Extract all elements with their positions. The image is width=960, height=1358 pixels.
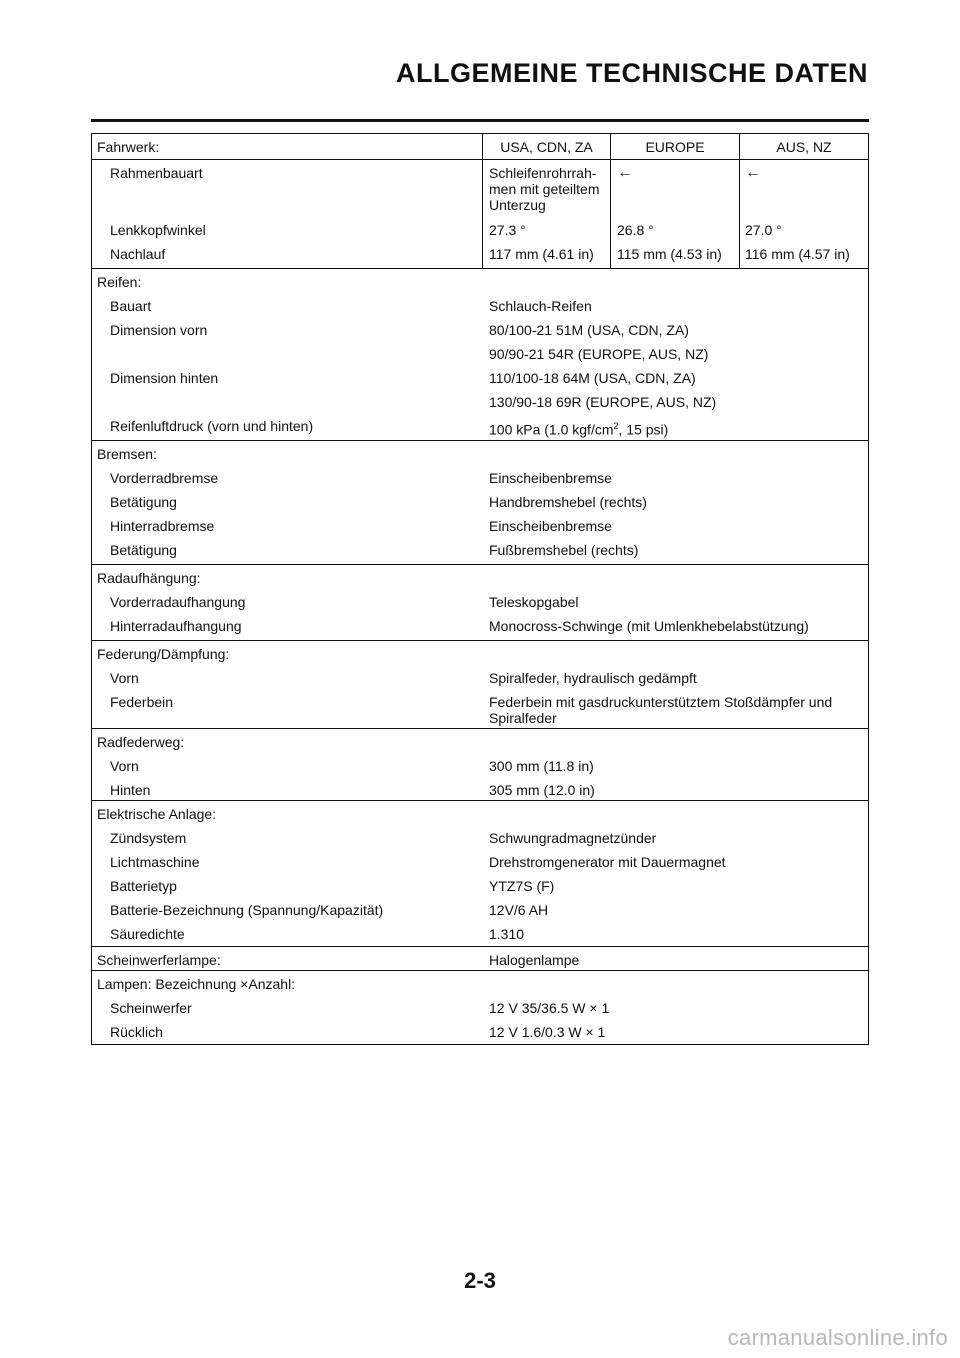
table-row — [92, 801, 868, 825]
spec-label: Betätigung — [110, 494, 177, 510]
spec-label: Rahmenbauart — [110, 165, 203, 181]
spec-label: Betätigung — [110, 542, 177, 558]
table-row — [92, 565, 868, 589]
spec-value: 116 mm (4.57 in) — [745, 246, 850, 262]
table-row — [92, 995, 868, 1019]
spec-value: 1.310 — [489, 926, 525, 942]
table-row — [92, 317, 868, 341]
table-row — [92, 729, 868, 753]
section-radfederweg — [92, 729, 868, 800]
spec-value: Schleifenrohrrah-men mit geteiltem Unterzug — [489, 165, 600, 213]
spec-value: Schwungradmagnetzünder — [489, 830, 657, 846]
table-row — [92, 365, 868, 389]
table-row — [92, 341, 868, 365]
spec-label: Vorderradbremse — [110, 470, 219, 486]
section-header: Federung/Dämpfung: — [97, 646, 230, 662]
spec-label: Reifenluftdruck (vorn und hinten) — [110, 418, 314, 434]
spec-label: Lenkkopfwinkel — [110, 222, 206, 238]
section-bremsen — [92, 441, 868, 564]
table-row — [92, 849, 868, 873]
section-header: Fahrwerk: — [97, 139, 160, 155]
spec-value: 12 V 35/36.5 W × 1 — [489, 1000, 610, 1016]
spec-value: 110/100-18 64M (USA, CDN, ZA) — [489, 370, 696, 386]
spec-label: Zündsystem — [110, 830, 187, 846]
spec-value: 305 mm (12.0 in) — [489, 782, 595, 798]
table-row — [92, 389, 868, 413]
same-as-arrow-icon: ← — [617, 164, 633, 181]
spec-value: 115 mm (4.53 in) — [617, 246, 722, 262]
column-header-aus: AUS, NZ — [776, 139, 832, 155]
spec-table — [91, 133, 869, 1045]
spec-value: Drehstromgenerator mit Dauermagnet — [489, 854, 726, 870]
table-row — [92, 413, 868, 440]
spec-label: Federbein — [110, 694, 174, 710]
table-row — [92, 217, 868, 241]
pressure-value-text: 100 kPa (1.0 kgf/cm — [489, 421, 614, 438]
section-header: Reifen: — [97, 274, 142, 290]
table-row — [92, 665, 868, 689]
section-header: Radaufhängung: — [97, 570, 201, 586]
table-row — [92, 641, 868, 665]
spec-value: Federbein mit gasdruckunterstütztem Stoßdämpfer und Spiralfeder — [489, 694, 833, 726]
table-row — [92, 489, 868, 513]
spec-value: 26.8 ° — [617, 222, 654, 238]
spec-value: 300 mm (11.8 in) — [489, 758, 594, 774]
table-row — [92, 465, 868, 489]
page-number: 2-3 — [464, 1268, 496, 1293]
page-title: ALLGEMEINE TECHNISCHE DATEN — [395, 58, 868, 88]
table-row — [92, 613, 868, 640]
pressure-value-suffix: , 15 psi) — [618, 421, 669, 438]
spec-value: 12 V 1.6/0.3 W × 1 — [489, 1024, 606, 1040]
spec-label: Dimension vorn — [110, 322, 208, 338]
spec-label: Vorn — [110, 758, 139, 774]
spec-value: Monocross-Schwinge (mit Umlenkhebelabstützung) — [489, 618, 809, 634]
watermark: carmanualsonline.info — [727, 1325, 948, 1350]
table-row — [92, 441, 868, 465]
section-header: Scheinwerferlampe: — [97, 952, 221, 968]
section-fahrwerk — [92, 134, 868, 268]
spec-label: Rücklich — [110, 1024, 163, 1040]
table-row — [92, 589, 868, 613]
spec-value: Einscheibenbremse — [489, 518, 612, 534]
table-row — [92, 134, 868, 159]
spec-label: Säuredichte — [110, 926, 185, 942]
table-row — [92, 689, 868, 728]
table-row — [92, 513, 868, 537]
section-elektrik — [92, 801, 868, 946]
section-header: Elektrische Anlage: — [97, 806, 217, 822]
table-row — [92, 160, 868, 217]
spec-label: Dimension hinten — [110, 370, 219, 386]
spec-value: Einscheibenbremse — [489, 470, 612, 486]
table-row — [92, 269, 868, 293]
superscript-exponent: 2 — [613, 421, 619, 431]
table-row — [92, 897, 868, 921]
table-row — [92, 753, 868, 777]
title-rule — [91, 119, 869, 122]
spec-value: YTZ7S (F) — [489, 878, 555, 894]
table-row — [92, 873, 868, 897]
section-header: Lampen: Bezeichnung ×Anzahl: — [97, 976, 296, 992]
spec-label: Batterietyp — [110, 878, 177, 894]
spec-value: 27.3 ° — [489, 222, 526, 238]
spec-value: 12V/6 AH — [489, 902, 549, 918]
spec-label: Batterie-Bezeichnung (Spannung/Kapazität) — [110, 902, 384, 918]
spec-value: 130/90-18 69R (EUROPE, AUS, NZ) — [489, 394, 717, 410]
section-header: Radfederweg: — [97, 734, 185, 750]
table-row — [92, 777, 868, 800]
spec-value: 80/100-21 51M (USA, CDN, ZA) — [489, 322, 689, 338]
column-header-usa: USA, CDN, ZA — [500, 139, 593, 155]
spec-value: 117 mm (4.61 in) — [489, 246, 594, 262]
spec-label: Bauart — [110, 298, 152, 314]
spec-value: 90/90-21 54R (EUROPE, AUS, NZ) — [489, 346, 709, 362]
spec-label: Hinterradaufhangung — [110, 618, 242, 634]
spec-value: Handbremshebel (rechts) — [489, 494, 647, 510]
column-header-europe: EUROPE — [645, 139, 705, 155]
table-row — [92, 241, 868, 268]
section-reifen — [92, 269, 868, 440]
spec-value: Schlauch-Reifen — [489, 298, 592, 314]
section-radaufhaengung — [92, 565, 868, 640]
spec-label: Vorn — [110, 670, 139, 686]
spec-label: Hinterradbremse — [110, 518, 215, 534]
spec-value: Fußbremshebel (rechts) — [489, 542, 639, 558]
table-row — [92, 921, 868, 946]
spec-label: Lichtmaschine — [110, 854, 200, 870]
spec-label: Hinten — [110, 782, 151, 798]
section-scheinwerferlampe — [92, 947, 868, 970]
table-row — [92, 971, 868, 995]
same-as-arrow-icon: ← — [745, 164, 761, 181]
spec-label: Scheinwerfer — [110, 1000, 192, 1016]
table-row — [92, 1019, 868, 1044]
section-federung — [92, 641, 868, 728]
spec-value — [489, 418, 859, 438]
spec-value: 27.0 ° — [745, 222, 782, 238]
section-lampen — [92, 971, 868, 1044]
table-row — [92, 293, 868, 317]
table-row — [92, 537, 868, 564]
spec-label: Nachlauf — [110, 246, 166, 262]
section-header: Bremsen: — [97, 446, 157, 462]
spec-value: Spiralfeder, hydraulisch gedämpft — [489, 670, 697, 686]
table-row — [92, 825, 868, 849]
spec-value: Teleskopgabel — [489, 594, 579, 610]
spec-value: Halogenlampe — [489, 952, 580, 968]
spec-label: Vorderradaufhangung — [110, 594, 246, 610]
